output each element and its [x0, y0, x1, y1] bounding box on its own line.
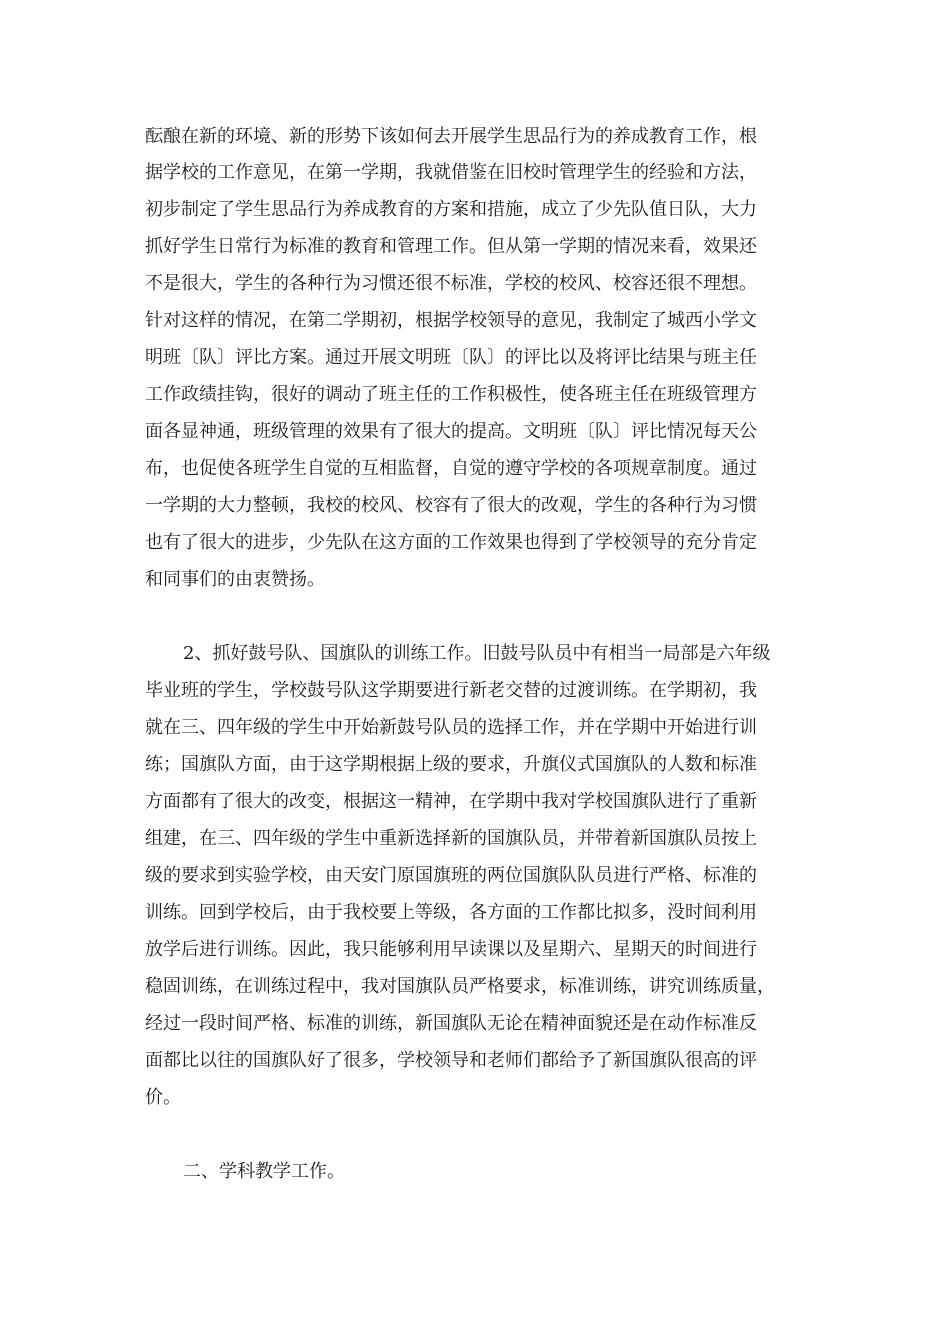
text-line: 明班〔队〕评比方案。通过开展文明班〔队〕的评比以及将评比结果与班主任 [145, 347, 757, 368]
text-line: 毕业班的学生，学校鼓号队这学期要进行新老交替的过渡训练。在学期初，我 [145, 680, 757, 701]
text-line: 经过一段时间严格、标准的训练，新国旗队无论在精神面貌还是在动作标准反 [145, 1013, 757, 1034]
text-line: 不是很大，学生的各种行为习惯还很不标准，学校的校风、校容还很不理想。 [145, 273, 757, 294]
text-line: 也有了很大的进步，少先队在这方面的工作效果也得到了学校领导的充分肯定 [145, 532, 757, 553]
text-line: 放学后进行训练。因此，我只能够利用早读课以及星期六、星期天的时间进行 [145, 939, 757, 960]
text-line: 酝酿在新的环境、新的形势下该如何去开展学生思品行为的养成教育工作，根 [145, 126, 757, 147]
text-line: 练；国旗队方面，由于这学期根据上级的要求，升旗仪式国旗队的人数和标准 [145, 754, 757, 775]
text-line: 方面都有了很大的改变，根据这一精神，在学期中我对学校国旗队进行了重新 [145, 791, 757, 812]
text-line: 抓好学生日常行为标准的教育和管理工作。但从第一学期的情况来看，效果还 [145, 236, 757, 257]
text-line: 训练。回到学校后，由于我校要上等级，各方面的工作都比拟多，没时间利用 [145, 902, 757, 923]
text-line: 据学校的工作意见，在第一学期，我就借鉴在旧校时管理学生的经验和方法， [145, 162, 757, 183]
text-line: 针对这样的情况，在第二学期初，根据学校领导的意见，我制定了城西小学文 [145, 310, 757, 331]
text-line: 2、抓好鼓号队、国旗队的训练工作。旧鼓号队员中有相当一局部是六年级 [183, 643, 771, 664]
text-line: 工作政绩挂钩，很好的调动了班主任的工作积极性，使各班主任在班级管理方 [145, 384, 757, 405]
text-line: 初步制定了学生思品行为养成教育的方案和措施，成立了少先队值日队，大力 [145, 199, 757, 220]
text-line: 和同事们的由衷赞扬。 [145, 569, 325, 590]
text-line: 价。 [145, 1087, 181, 1108]
text-line: 级的要求到实验学校，由天安门原国旗班的两位国旗队队员进行严格、标准的 [145, 865, 757, 886]
text-line: 就在三、四年级的学生中开始新鼓号队员的选择工作，并在学期中开始进行训 [145, 717, 757, 738]
text-line: 一学期的大力整顿，我校的校风、校容有了很大的改观，学生的各种行为习惯 [145, 495, 757, 516]
section-heading: 二、学科教学工作。 [183, 1161, 345, 1182]
text-line: 布，也促使各班学生自觉的互相监督，自觉的遵守学校的各项规章制度。通过 [145, 458, 757, 479]
text-line: 稳固训练，在训练过程中，我对国旗队员严格要求，标准训练，讲究训练质量， [145, 976, 775, 997]
text-line: 组建，在三、四年级的学生中重新选择新的国旗队员，并带着新国旗队员按上 [145, 828, 757, 849]
text-line: 面各显神通，班级管理的效果有了很大的提高。文明班〔队〕评比情况每天公 [145, 421, 757, 442]
text-line: 面都比以往的国旗队好了很多，学校领导和老师们都给予了新国旗队很高的评 [145, 1050, 757, 1071]
